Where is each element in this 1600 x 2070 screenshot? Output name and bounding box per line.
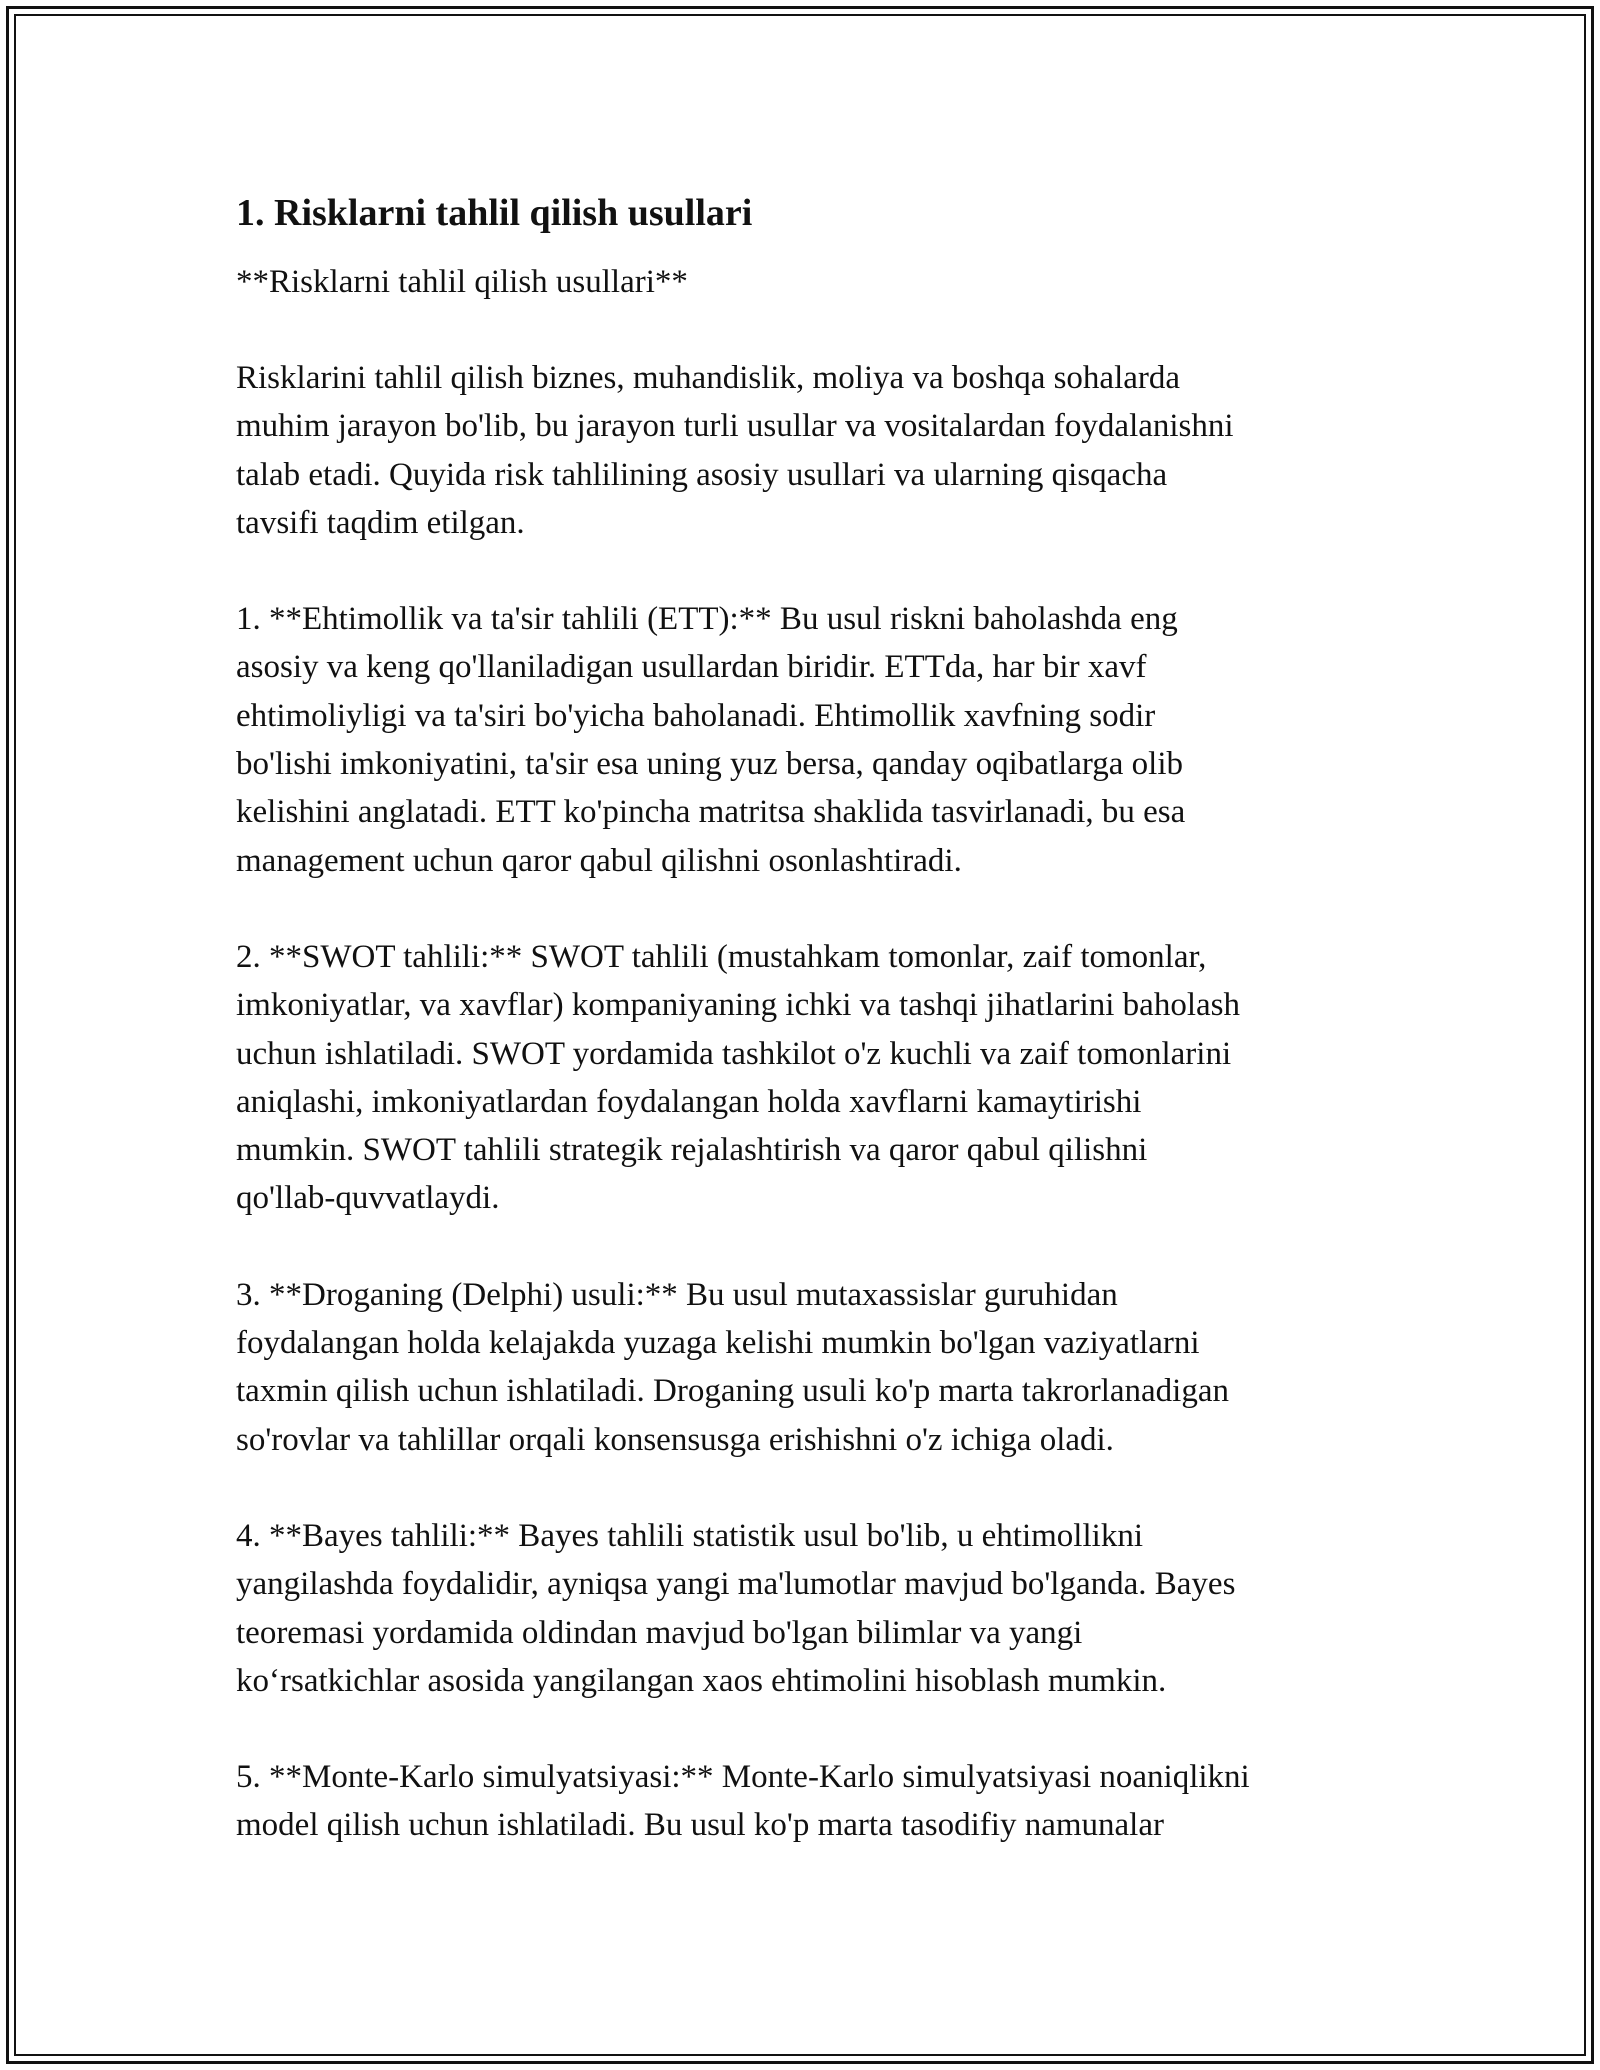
paragraph-method-2 [236, 933, 1376, 1223]
text-line: 5. **Monte-Karlo simulyatsiyasi:** Monte-Karlo simulyatsiyasi noaniqlikni [236, 1759, 1250, 1796]
text-line: imkoniyatlar, va xavflar) kompaniyaning ichki va tashqi jihatlarini baholash [236, 987, 1240, 1024]
text-line: qo'llab-quvvatlaydi. [236, 1180, 500, 1217]
text-line: tavsifi taqdim etilgan. [236, 504, 525, 541]
paragraph-method-3 [236, 1271, 1376, 1464]
text-line: uchun ishlatiladi. SWOT yordamida tashkilot o'z kuchli va zaif tomonlarini [236, 1035, 1232, 1072]
text-line: mumkin. SWOT tahlili strategik rejalashtirish va qaror qabul qilishni [236, 1132, 1148, 1169]
text-line: 4. **Bayes tahlili:** Bayes tahlili statistik usul bo'lib, u ehtimollikni [236, 1517, 1143, 1554]
text-line: 3. **Droganing (Delphi) usuli:** Bu usul mutaxassislar guruhidan [236, 1276, 1118, 1313]
text-line: so'rovlar va tahlillar orqali konsensusga erishishni o'z ichiga oladi. [236, 1421, 1114, 1458]
paragraph-method-1 [236, 595, 1376, 885]
text-line: taxmin qilish uchun ishlatiladi. Droganing usuli ko'p marta takrorlanadigan [236, 1373, 1229, 1410]
text-line: asosiy va keng qo'llaniladigan usullardan biridir. ETTda, har bir xavf [236, 649, 1147, 686]
text-line: teoremasi yordamida oldindan mavjud bo'lgan bilimlar va yangi [236, 1614, 1083, 1651]
text-line: ko‘rsatkichlar asosida yangilangan xaos ehtimolini hisoblash mumkin. [236, 1662, 1167, 1699]
text-line: muhim jarayon bo'lib, bu jarayon turli usullar va vositalardan foydalanishni [236, 408, 1234, 445]
text-line: kelishini anglatadi. ETT ko'pincha matritsa shaklida tasvirlanadi, bu esa [236, 794, 1186, 831]
paragraph-method-5 [236, 1753, 1376, 1850]
text-line: management uchun qaror qabul qilishni osonlashtiradi. [236, 842, 962, 879]
document-body [236, 186, 1376, 1850]
text-line: yangilashda foydalidir, ayniqsa yangi ma'lumotlar mavjud bo'lganda. Bayes [236, 1566, 1236, 1603]
text-line: 1. **Ehtimollik va ta'sir tahlili (ETT):** Bu usul riskni baholashda eng [236, 601, 1178, 638]
text-line: foydalangan holda kelajakda yuzaga kelishi mumkin bo'lgan vaziyatlarni [236, 1325, 1200, 1362]
paragraph-method-4 [236, 1512, 1376, 1705]
text-line: 2. **SWOT tahlili:** SWOT tahlili (mustahkam tomonlar, zaif tomonlar, [236, 938, 1207, 975]
paragraph-intro [236, 354, 1376, 547]
text-line: ehtimoliyligi va ta'siri bo'yicha baholanadi. Ehtimollik xavfning sodir [236, 697, 1156, 734]
text-line: talab etadi. Quyida risk tahlilining asosiy usullari va ularning qisqacha [236, 456, 1168, 493]
text-line: Risklarini tahlil qilish biznes, muhandislik, moliya va boshqa sohalarda [236, 360, 1181, 396]
text-line: aniqlashi, imkoniyatlardan foydalangan holda xavflarni kamaytirishi [236, 1083, 1142, 1120]
text-line: model qilish uchun ishlatiladi. Bu usul ko'p marta tasodifiy namunalar [236, 1807, 1164, 1844]
document-subtitle: **Risklarni tahlil qilish usullari** [236, 264, 688, 300]
text-line: bo'lishi imkoniyatini, ta'sir esa uning yuz bersa, qanday oqibatlarga olib [236, 746, 1184, 783]
document-title: 1. Risklarni tahlil qilish usullari [236, 192, 753, 234]
